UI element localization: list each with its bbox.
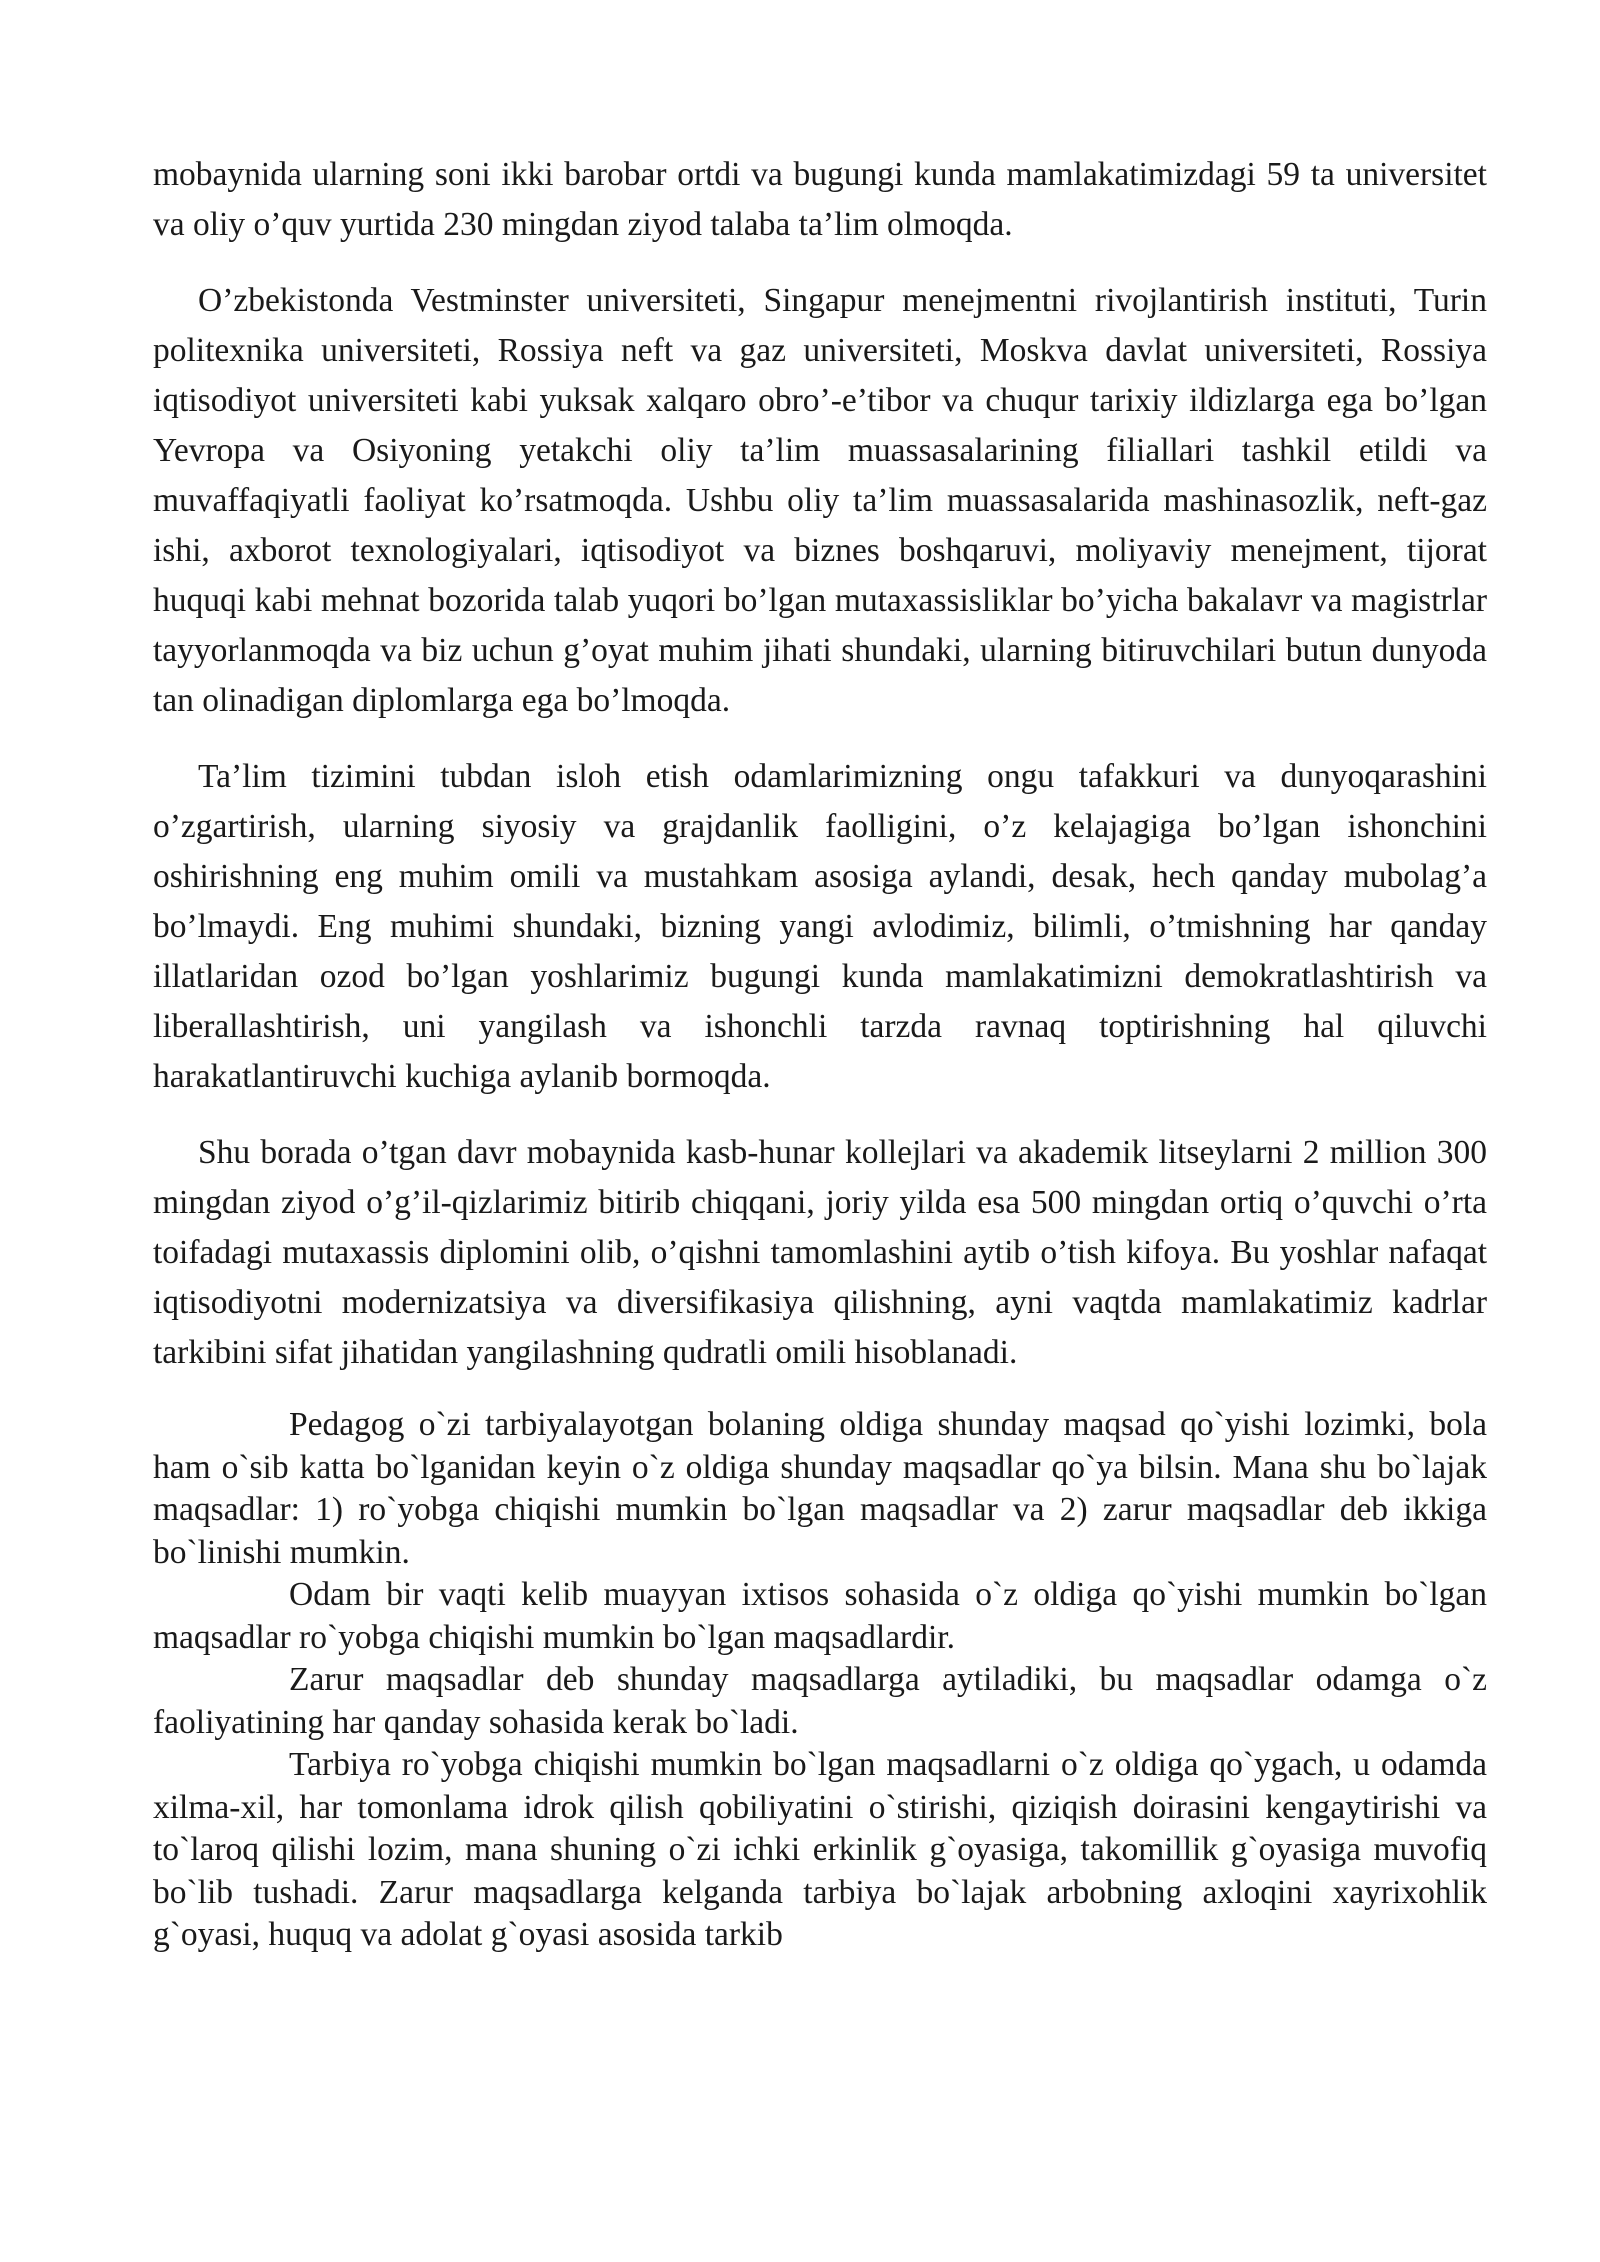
paragraph-college-graduates: Shu borada o’tgan davr mobaynida kasb-hunar kollejlari va akademik litseylarni 2 million 300 mingdan ziyod o’g’il-qizlarimiz bitirib chiqqani, joriy yilda esa 500 mingdan ortiq o’quvchi o’rta toifadagi mutaxassis diplomini olib, o’qishni tamomlashini aytib o’tish kifoya. Bu yoshlar nafaqat iqtisodiyotni modernizatsiya va diversifikasiya qilishning, ayni vaqtda mamlakatimiz kadrlar tarkibini sifat jihatidan yangilashning qudratli omili hisoblanadi.	[153, 1134, 1487, 1371]
document-body	[153, 150, 1487, 1957]
paragraph-foreign-branches: O’zbekistonda Vestminster universiteti, Singapur menejmentni rivojlantirish instituti, Turin politexnika universiteti, Rossiya neft va gaz universiteti, Moskva davlat universiteti, Rossiya iqtisodiyot universiteti kabi yuksak xalqaro obro’-e’tibor va chuqur tarixiy ildizlarga ega bo’lgan Yevropa va Osiyoning yetakchi oliy ta’lim muassasalarining filiallari tashkil etildi va muvaffaqiyatli faoliyat ko’rsatmoqda. Ushbu oliy ta’lim muassasalarida mashinasozlik, neft-gaz ishi, axborot texnologiyalari, iqtisodiyot va biznes boshqaruvi, moliyaviy menejment, tijorat huquqi kabi mehnat bozorida talab yuqori bo’lgan mutaxassisliklar bo’yicha bakalavr va magistrlar tayyorlanmoqda va biz uchun g’oyat muhim jihati shundaki, ularning bitiruvchilari butun dunyoda tan olinadigan diplomlarga ega bo’lmoqda.	[153, 282, 1487, 719]
paragraph-achievable-goals: Odam bir vaqti kelib muayyan ixtisos sohasida o`z oldiga qo`yishi mumkin bo`lgan maqsadlar ro`yobga chiqishi mumkin bo`lgan maqsadlardir.	[153, 1576, 1487, 1656]
paragraph-education-reform: Ta’lim tizimini tubdan isloh etish odamlarimizning ongu tafakkuri va dunyoqarashini o’zgartirish, ularning siyosiy va grajdanlik faolligini, o’z kelajagiga bo’lgan ishonchini oshirishning eng muhim omili va mustahkam asosiga aylandi, desak, hech qanday mubolag’a bo’lmaydi. Eng muhimi shundaki, bizning yangi avlodimiz, bilimli, o’tmishning har qanday illatlaridan ozod bo’lgan yoshlarimiz bugungi kunda mamlakatimizni demokratlashtirish va liberallashtirish, uni yangilash va ishonchli tarzda ravnaq toptirishning hal qiluvchi harakatlantiruvchi kuchiga aylanib bormoqda.	[153, 758, 1487, 1095]
paragraph-universities-count: mobaynida ularning soni ikki barobar ortdi va bugungi kunda mamlakatimizdagi 59 ta universitet va oliy o’quv yurtida 230 mingdan ziyod talaba ta’lim olmoqda.	[153, 156, 1487, 243]
paragraph-upbringing: Tarbiya ro`yobga chiqishi mumkin bo`lgan maqsadlarni o`z oldiga qo`ygach, u odamda xilma-xil, har tomonlama idrok qilish qobiliyatini o`stirishi, qiziqish doirasini kengaytirishi va to`laroq qilishi lozim, mana shuning o`zi ichki erkinlik g`oyasiga, takomillik g`oyasiga muvofiq bo`lib tushadi. Zarur maqsadlarga kelganda tarbiya bo`lajak arbobning axloqini xayrixohlik g`oyasi, huquq va adolat g`oyasi asosida tarkib	[153, 1746, 1487, 1953]
paragraph-necessary-goals: Zarur maqsadlar deb shunday maqsadlarga aytiladiki, bu maqsadlar odamga o`z faoliyatining har qanday sohasida kerak bo`ladi.	[153, 1661, 1487, 1741]
paragraph-pedagog-goals: Pedagog o`zi tarbiyalayotgan bolaning oldiga shunday maqsad qo`yishi lozimki, bola ham o`sib katta bo`lganidan keyin o`z oldiga shunday maqsadlar qo`ya bilsin. Mana shu bo`lajak maqsadlar: 1) ro`yobga chiqishi mumkin bo`lgan maqsadlar va 2) zarur maqsadlar deb ikkiga bo`linishi mumkin.	[153, 1406, 1487, 1571]
